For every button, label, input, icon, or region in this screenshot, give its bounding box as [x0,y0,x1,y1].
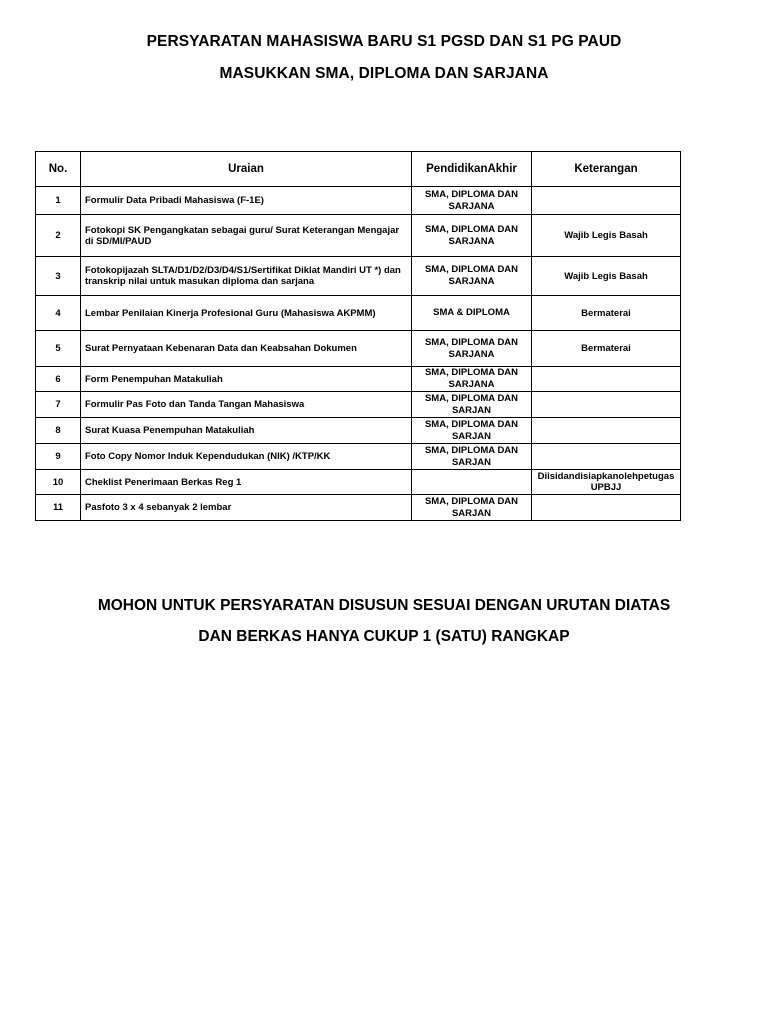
row-keterangan: Bermaterai [532,331,681,367]
row-pendidikan: SMA, DIPLOMA DAN SARJANA [412,331,532,367]
row-uraian: Formulir Pas Foto dan Tanda Tangan Mahasiswa [81,392,412,418]
row-keterangan [532,392,681,418]
row-pendidikan: SMA, DIPLOMA DAN SARJAN [412,495,532,521]
row-uraian: Cheklist Penerimaan Berkas Reg 1 [81,470,412,495]
row-uraian: Surat Pernyataan Kebenaran Data dan Keabsahan Dokumen [81,331,412,367]
header-no: No. [36,152,81,187]
table-row [36,257,681,296]
row-pendidikan: SMA, DIPLOMA DAN SARJAN [412,392,532,418]
row-keterangan: Bermaterai [532,296,681,331]
row-keterangan [532,187,681,215]
table-row [36,470,681,495]
row-uraian: Foto Copy Nomor Induk Kependudukan (NIK) /KTP/KK [81,444,412,470]
table-row [36,418,681,444]
row-uraian: Fotokopi SK Pengangkatan sebagai guru/ Surat Keterangan Mengajar di SD/MI/PAUD [81,215,412,257]
row-no: 2 [36,215,81,257]
table-row [36,331,681,367]
header-uraian: Uraian [81,152,412,187]
row-keterangan [532,495,681,521]
table-row [36,495,681,521]
row-no: 4 [36,296,81,331]
row-keterangan: Wajib Legis Basah [532,257,681,296]
table-row [36,187,681,215]
row-pendidikan: SMA & DIPLOMA [412,296,532,331]
row-pendidikan: SMA, DIPLOMA DAN SARJAN [412,444,532,470]
row-pendidikan: SMA, DIPLOMA DAN SARJANA [412,367,532,392]
table-row [36,215,681,257]
row-uraian: Lembar Penilaian Kinerja Profesional Guru (Mahasiswa AKPMM) [81,296,412,331]
table-row [36,296,681,331]
table-row [36,444,681,470]
row-keterangan: Wajib Legis Basah [532,215,681,257]
header-keterangan: Keterangan [532,152,681,187]
row-uraian: Fotokopijazah SLTA/D1/D2/D3/D4/S1/Sertifikat Diklat Mandiri UT *) dan transkrip nilai untuk masukan diploma dan sarjana [81,257,412,296]
row-no: 11 [36,495,81,521]
row-no: 7 [36,392,81,418]
row-no: 1 [36,187,81,215]
footer-instruction: MOHON UNTUK PERSYARATAN DISUSUN SESUAI DENGAN URUTAN DIATAS [97,597,671,614]
table-row [36,367,681,392]
row-keterangan: Diisidandisiapkanolehpetugas UPBJJ [532,470,681,495]
row-keterangan [532,418,681,444]
row-no: 9 [36,444,81,470]
row-no: 8 [36,418,81,444]
row-no: 10 [36,470,81,495]
row-pendidikan: SMA, DIPLOMA DAN SARJAN [412,418,532,444]
footer-instruction-2: DAN BERKAS HANYA CUKUP 1 (SATU) RANGKAP [198,628,570,645]
document-title: PERSYARATAN MAHASISWA BARU S1 PGSD DAN S1 PG PAUD [146,33,622,50]
row-keterangan [532,367,681,392]
row-uraian: Formulir Data Pribadi Mahasiswa (F-1E) [81,187,412,215]
row-pendidikan [412,470,532,495]
row-no: 3 [36,257,81,296]
row-no: 5 [36,331,81,367]
row-keterangan [532,444,681,470]
row-uraian: Form Penempuhan Matakuliah [81,367,412,392]
row-no: 6 [36,367,81,392]
requirements-table [35,151,681,521]
table-header-row [36,152,681,187]
table-row [36,392,681,418]
row-uraian: Pasfoto 3 x 4 sebanyak 2 lembar [81,495,412,521]
row-pendidikan: SMA, DIPLOMA DAN SARJANA [412,215,532,257]
header-pendidikan: PendidikanAkhir [412,152,532,187]
row-uraian: Surat Kuasa Penempuhan Matakuliah [81,418,412,444]
document-subtitle: MASUKKAN SMA, DIPLOMA DAN SARJANA [219,65,549,82]
row-pendidikan: SMA, DIPLOMA DAN SARJANA [412,187,532,215]
row-pendidikan: SMA, DIPLOMA DAN SARJANA [412,257,532,296]
